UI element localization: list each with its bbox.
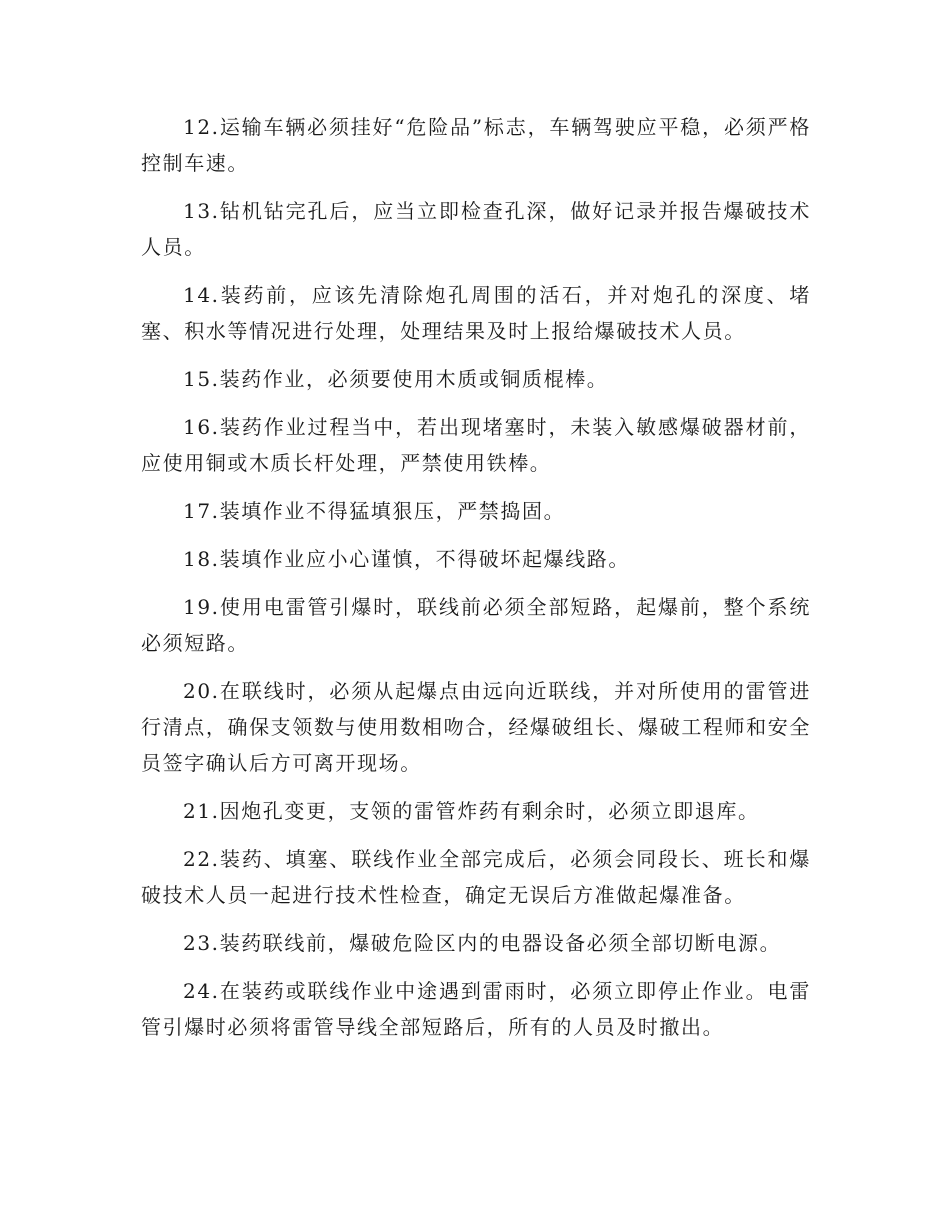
paragraph-12: 12.运输车辆必须挂好“危险品”标志，车辆驾驶应平稳，必须严格控制车速。 — [141, 115, 811, 175]
paragraph-22: 22.装药、填塞、联线作业全部完成后，必须会同段长、班长和爆破技术人员一起进行技术性检查，确定无误后方准做起爆准备。 — [141, 847, 811, 907]
paragraph-16: 16.装药作业过程当中，若出现堵塞时，未装入敏感爆破器材前，应使用铜或木质长杆处理，严禁使用铁棒。 — [141, 415, 811, 475]
paragraph-13: 13.钻机钻完孔后，应当立即检查孔深，做好记录并报告爆破技术人员。 — [141, 199, 811, 259]
paragraph-19: 19.使用电雷管引爆时，联线前必须全部短路，起爆前，整个系统必须短路。 — [141, 595, 811, 655]
paragraph-15: 15.装药作业，必须要使用木质或铜质棍棒。 — [183, 367, 609, 391]
paragraph-23: 23.装药联线前，爆破危险区内的电器设备必须全部切断电源。 — [183, 931, 782, 955]
paragraph-20: 20.在联线时，必须从起爆点由远向近联线，并对所使用的雷管进行清点，确保支领数与使用数相吻合，经爆破组长、爆破工程师和安全员签字确认后方可离开现场。 — [141, 679, 811, 775]
document-body — [141, 109, 811, 1057]
paragraph-18: 18.装填作业应小心谨慎，不得破坏起爆线路。 — [183, 547, 631, 571]
paragraph-21: 21.因炮孔变更，支领的雷管炸药有剩余时，必须立即退库。 — [183, 799, 760, 823]
paragraph-24: 24.在装药或联线作业中途遇到雷雨时，必须立即停止作业。电雷管引爆时必须将雷管导线全部短路后，所有的人员及时撤出。 — [141, 979, 811, 1039]
paragraph-14: 14.装药前，应该先清除炮孔周围的活石，并对炮孔的深度、堵塞、积水等情况进行处理，处理结果及时上报给爆破技术人员。 — [141, 283, 811, 343]
paragraph-17: 17.装填作业不得猛填狠压，严禁捣固。 — [183, 499, 566, 523]
